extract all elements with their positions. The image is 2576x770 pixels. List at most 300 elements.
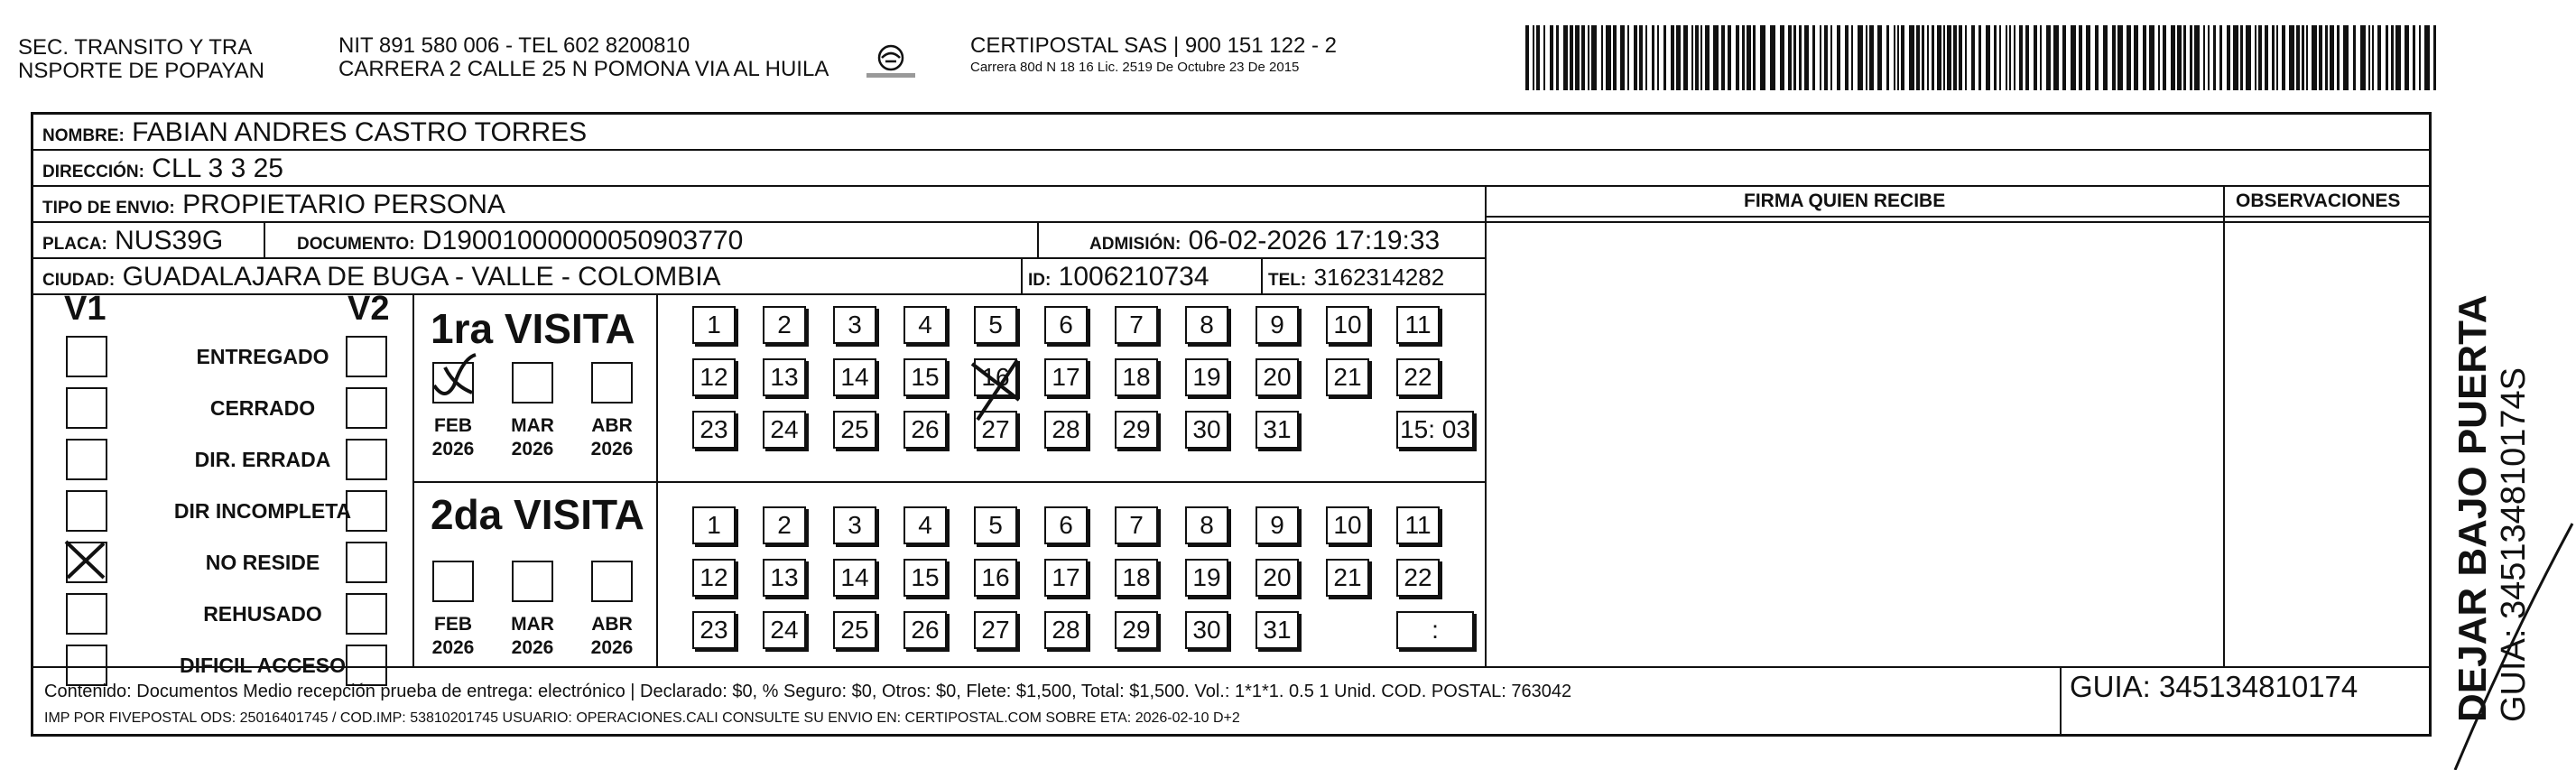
admision-value: 06-02-2026 17:19:33 <box>1188 226 1441 255</box>
barcode-bar <box>2413 25 2415 90</box>
barcode-bar <box>1804 25 1809 90</box>
month-checkbox[interactable] <box>591 561 633 602</box>
barcode-bar <box>1953 25 1957 90</box>
day-box[interactable]: 11 <box>1396 506 1440 544</box>
barcode-bar <box>2227 25 2230 90</box>
barcode-bar <box>2395 25 2401 90</box>
barcode-bar <box>2095 25 2099 90</box>
barcode-bar <box>1713 25 1719 90</box>
visit-row-divider <box>412 481 1485 483</box>
side-line1: DEJAR BAJO PUERTA <box>2451 294 2495 722</box>
barcode-bar <box>1824 25 1828 90</box>
barcode-bar <box>2025 25 2029 90</box>
day-box[interactable]: 7 <box>1115 506 1158 544</box>
barcode-bar <box>2143 25 2146 90</box>
barcode-bar <box>2265 25 2268 90</box>
day-box[interactable]: 25 <box>833 611 876 649</box>
day-box[interactable]: 9 <box>1256 506 1299 544</box>
day-box[interactable]: 1 <box>692 306 736 344</box>
barcode-bar <box>2203 25 2205 90</box>
barcode-bar <box>2306 25 2308 90</box>
barcode-bar <box>2062 25 2066 90</box>
barcode-bar <box>1851 25 1853 90</box>
day-box[interactable]: 26 <box>903 411 947 449</box>
month-year: 2026 <box>590 637 634 658</box>
barcode-bar <box>1869 25 1874 90</box>
barcode-bar <box>2319 25 2322 90</box>
nombre-row <box>33 115 2429 151</box>
month-name: FEB <box>434 614 472 635</box>
day-box[interactable]: 23 <box>692 611 736 649</box>
barcode-bar <box>2190 25 2192 90</box>
nombre-label: NOMBRE: <box>42 126 125 145</box>
admision-label: ADMISIÓN: <box>1089 235 1181 254</box>
tel-value: 3162314282 <box>1313 264 1445 291</box>
day-box[interactable]: 20 <box>1256 358 1299 396</box>
status-label: ENTREGADO <box>196 345 329 368</box>
barcode-bar <box>1695 25 1699 90</box>
barcode-bar <box>1550 25 1553 90</box>
barcode-bar <box>1937 25 1941 90</box>
barcode-bar <box>2258 25 2262 90</box>
v2-label: V2 <box>347 290 390 328</box>
x-mark-icon <box>60 536 111 583</box>
barcode-bar <box>2158 25 2160 90</box>
footer-print-info: IMP POR FIVEPOSTAL ODS: 25016401745 / COD.IMP: 53810201745 USUARIO: OPERACIONES.CALI CONSULTE SU ENVIO EN: CERTIPOSTAL.COM SOBRE ETA: 2026-02-10 D+2 <box>44 710 1240 726</box>
day-box[interactable]: 31 <box>1256 611 1299 649</box>
ciudad-value: GUADALAJARA DE BUGA - VALLE - COLOMBIA <box>122 262 721 292</box>
company-license: Carrera 80d N 18 16 Lic. 2519 De Octubre 23 De 2015 <box>970 60 1300 75</box>
barcode-bar <box>1927 25 1929 90</box>
second-visit-label: 2da VISITA <box>431 491 644 538</box>
month-checkbox[interactable] <box>591 362 633 404</box>
barcode-bar <box>2433 25 2436 90</box>
barcode-bar <box>1986 25 1990 90</box>
barcode-bar <box>1657 25 1659 90</box>
certipostal-logo <box>865 43 917 83</box>
documento-label: DOCUMENTO: <box>297 235 415 254</box>
second-visit-time[interactable]: : <box>1396 611 1474 649</box>
day-box[interactable]: 27 <box>974 611 1017 649</box>
barcode-bar <box>2213 25 2216 90</box>
barcode-bar <box>2343 25 2349 90</box>
day-box[interactable]: 18 <box>1115 559 1158 597</box>
barcode-bar <box>2330 25 2334 90</box>
barcode-bar <box>1671 25 1674 90</box>
status-label: NO RESIDE <box>205 551 320 574</box>
tel-divider <box>1261 259 1263 295</box>
day-box[interactable]: 14 <box>833 358 876 396</box>
barcode-bar <box>1965 25 1967 90</box>
id-divider <box>1021 259 1023 295</box>
barcode-bar <box>2424 25 2430 90</box>
status-label: CERRADO <box>209 396 316 420</box>
status-v2-checkbox[interactable] <box>346 645 387 686</box>
day-box[interactable]: 7 <box>1115 306 1158 344</box>
month-year: 2026 <box>431 439 475 459</box>
day-box[interactable]: 19 <box>1185 559 1228 597</box>
month-name: FEB <box>434 415 472 436</box>
direccion-value: CLL 3 3 25 <box>152 153 283 183</box>
day-box[interactable]: 31 <box>1256 411 1299 449</box>
day-box[interactable]: 2 <box>763 506 806 544</box>
barcode-bar <box>1601 25 1603 90</box>
day-box[interactable]: 27 <box>974 411 1017 449</box>
status-v1-checkbox[interactable] <box>66 542 107 583</box>
barcode-bar <box>2009 25 2011 90</box>
placa-label: PLACA: <box>42 235 107 254</box>
barcode-bar <box>1728 25 1731 90</box>
barcode-bar <box>1536 25 1540 90</box>
firma-divider <box>1485 187 1487 666</box>
day-box[interactable]: 19 <box>1185 358 1228 396</box>
barcode-bar <box>1943 25 1945 90</box>
barcode-bar <box>2289 25 2294 90</box>
barcode-bar <box>1613 25 1617 90</box>
day-box[interactable]: 3 <box>833 506 876 544</box>
day-box[interactable]: 15 <box>903 358 947 396</box>
month-checkbox[interactable] <box>512 362 553 404</box>
observaciones-divider <box>2223 187 2225 666</box>
month-year: 2026 <box>590 439 634 459</box>
month-name: ABR <box>591 614 633 635</box>
barcode-bar <box>2360 25 2366 90</box>
id-label: ID: <box>1028 271 1052 290</box>
status-label: DIR. ERRADA <box>194 448 331 471</box>
barcode-bar <box>1837 25 1840 90</box>
barcode-bar <box>2127 25 2131 90</box>
status-label: DIFICIL ACCESO <box>179 654 346 677</box>
barcode-bar <box>1606 25 1611 90</box>
day-box[interactable]: 12 <box>692 358 736 396</box>
shipment-barcode <box>1525 25 2439 90</box>
address-line: CARRERA 2 CALLE 25 N POMONA VIA AL HUILA <box>338 57 829 81</box>
day-box[interactable]: 24 <box>763 611 806 649</box>
tel-cell <box>1268 259 1444 299</box>
observaciones-label: OBSERVACIONES <box>2236 190 2401 211</box>
barcode-bar <box>2046 25 2051 90</box>
barcode-bar <box>2377 25 2381 90</box>
barcode-bar <box>2405 25 2409 90</box>
barcode-bar <box>2337 25 2340 90</box>
barcode-bar <box>1858 25 1863 90</box>
day-box[interactable]: 30 <box>1185 611 1228 649</box>
barcode-bar <box>1691 25 1693 90</box>
barcode-bar <box>2312 25 2317 90</box>
day-box[interactable]: 13 <box>763 559 806 597</box>
day-box[interactable]: 1 <box>692 506 736 544</box>
barcode-bar <box>1742 25 1745 90</box>
sender-line1: SEC. TRANSITO Y TRA <box>18 35 253 60</box>
day-box[interactable]: 18 <box>1115 358 1158 396</box>
status-v1-checkbox[interactable] <box>66 593 107 635</box>
day-box[interactable]: 12 <box>692 559 736 597</box>
month-label <box>424 613 482 660</box>
day-box[interactable]: 2 <box>763 306 806 344</box>
barcode-bar <box>1639 25 1643 90</box>
status-v2-checkbox[interactable] <box>346 542 387 583</box>
barcode-bar <box>1581 25 1585 90</box>
documento-value: D19001000000050903770 <box>422 226 744 255</box>
barcode-bar <box>2302 25 2304 90</box>
day-box[interactable]: 29 <box>1115 611 1158 649</box>
month-label <box>424 414 482 461</box>
day-box[interactable]: 6 <box>1044 306 1088 344</box>
barcode-bar <box>2255 25 2256 90</box>
barcode-bar <box>2103 25 2108 90</box>
barcode-bar <box>2112 25 2116 90</box>
barcode-bar <box>1645 25 1647 90</box>
day-box[interactable]: 25 <box>833 411 876 449</box>
day-box[interactable]: 3 <box>833 306 876 344</box>
placa-divider <box>264 223 265 259</box>
day-box[interactable]: 22 <box>1396 559 1440 597</box>
barcode-bar <box>1901 25 1904 90</box>
day-box[interactable]: 9 <box>1256 306 1299 344</box>
status-v2-checkbox[interactable] <box>346 336 387 377</box>
day-box[interactable]: 10 <box>1326 306 1369 344</box>
tel-label: TEL: <box>1268 271 1307 290</box>
day-box[interactable]: 8 <box>1185 306 1228 344</box>
barcode-bar <box>1683 25 1688 90</box>
barcode-bar <box>2071 25 2076 90</box>
day-box[interactable]: 10 <box>1326 506 1369 544</box>
company-name: CERTIPOSTAL SAS | 900 151 122 - 2 <box>970 33 1337 58</box>
barcode-bar <box>1978 25 1981 90</box>
month-year: 2026 <box>431 637 475 658</box>
status-v1-checkbox[interactable] <box>66 387 107 429</box>
shipping-label <box>31 112 2432 737</box>
barcode-bar <box>2368 25 2370 90</box>
barcode-bar <box>2079 25 2082 90</box>
barcode-bar <box>1575 25 1580 90</box>
barcode-bar <box>2419 25 2421 90</box>
barcode-bar <box>2219 25 2222 90</box>
day-box[interactable]: 24 <box>763 411 806 449</box>
barcode-bar <box>2276 25 2278 90</box>
day-box[interactable]: 29 <box>1115 411 1158 449</box>
day-box[interactable]: 23 <box>692 411 736 449</box>
month-checkbox[interactable] <box>432 362 474 404</box>
day-box[interactable]: 4 <box>903 506 947 544</box>
barcode-bar <box>1812 25 1815 90</box>
tipo-envio-label: TIPO DE ENVIO: <box>42 199 175 218</box>
month-label <box>583 414 641 461</box>
barcode-bar <box>2372 25 2374 90</box>
day-box[interactable]: 30 <box>1185 411 1228 449</box>
barcode-bar <box>1770 25 1775 90</box>
status-v2-checkbox[interactable] <box>346 593 387 635</box>
side-line2: GUIA: 345134810174S <box>2495 367 2533 722</box>
barcode-bar <box>1999 25 2001 90</box>
barcode-bar <box>1897 25 1899 90</box>
day-box[interactable]: 26 <box>903 611 947 649</box>
barcode-bar <box>2014 25 2015 90</box>
barcode-bar <box>1971 25 1975 90</box>
month-name: ABR <box>591 415 633 436</box>
barcode-bar <box>1922 25 1924 90</box>
barcode-bar <box>2006 25 2007 90</box>
id-cell <box>1028 259 1209 299</box>
barcode-bar <box>2240 25 2243 90</box>
nit-line: NIT 891 580 006 - TEL 602 8200810 <box>338 33 690 58</box>
barcode-bar <box>2391 25 2394 90</box>
barcode-bar <box>1543 25 1545 90</box>
day-box[interactable]: 17 <box>1044 358 1088 396</box>
barcode-bar <box>2163 25 2166 90</box>
barcode-bar <box>2272 25 2275 90</box>
month-label <box>504 613 561 660</box>
id-value: 1006210734 <box>1058 262 1209 292</box>
ciudad-row <box>33 259 1485 295</box>
barcode-bar <box>2194 25 2200 90</box>
barcode-bar <box>2171 25 2175 90</box>
barcode-bar <box>1620 25 1625 90</box>
barcode-bar <box>1793 25 1796 90</box>
day-box[interactable]: 5 <box>974 306 1017 344</box>
check-mark-icon <box>427 349 485 407</box>
barcode-bar <box>2086 25 2090 90</box>
barcode-bar <box>1652 25 1654 90</box>
barcode-bar <box>2233 25 2238 90</box>
barcode-bar <box>1820 25 1821 90</box>
month-year: 2026 <box>511 439 554 459</box>
day-box[interactable]: 6 <box>1044 506 1088 544</box>
barcode-bar <box>2183 25 2186 90</box>
barcode-bar <box>2040 25 2042 90</box>
barcode-bar <box>1705 25 1710 90</box>
barcode-bar <box>2177 25 2182 90</box>
status-v1-checkbox[interactable] <box>66 439 107 480</box>
day-box[interactable]: 16 <box>974 358 1017 396</box>
barcode-bar <box>1799 25 1802 90</box>
barcode-bar <box>1780 25 1784 90</box>
barcode-bar <box>1866 25 1867 90</box>
barcode-bar <box>2019 25 2023 90</box>
status-v2-checkbox[interactable] <box>346 490 387 532</box>
barcode-bar <box>2296 25 2300 90</box>
ciudad-label: CIUDAD: <box>42 271 116 290</box>
day-box[interactable]: 15 <box>903 559 947 597</box>
firma-label: FIRMA QUIEN RECIBE <box>1744 190 1946 211</box>
barcode-bar <box>1556 25 1559 90</box>
company-block <box>970 34 1337 78</box>
day-box[interactable]: 21 <box>1326 559 1369 597</box>
direccion-label: DIRECCIÓN: <box>42 162 144 181</box>
day-box[interactable]: 16 <box>974 559 1017 597</box>
barcode-bar <box>2117 25 2123 90</box>
footer-contents: Contenido: Documentos Medio recepción prueba de entrega: electrónico | Declarado: $0, % Seguro: $0, Otros: $0, Flete: $1,500, Total: $1,500. Vol.: 1*1*1. 0.5 1 Unid. COD. POSTAL: 763042 <box>44 682 1572 701</box>
barcode-bar <box>1533 25 1534 90</box>
barcode-bar <box>1877 25 1882 90</box>
barcode-bar <box>1916 25 1920 90</box>
sender-contact-block <box>338 34 829 81</box>
barcode-bar <box>1721 25 1725 90</box>
sender-line2: NSPORTE DE POPAYAN <box>18 59 264 83</box>
barcode-bar <box>1753 25 1756 90</box>
nombre-value: FABIAN ANDRES CASTRO TORRES <box>132 117 588 147</box>
barcode-bar <box>1663 25 1666 90</box>
barcode-bar <box>2053 25 2059 90</box>
month-checkbox[interactable] <box>432 561 474 602</box>
barcode-bar <box>1947 25 1951 90</box>
barcode-bar <box>1830 25 1832 90</box>
barcode-bar <box>1570 25 1573 90</box>
month-name: MAR <box>511 614 554 635</box>
page-edge-curve <box>2428 506 2576 770</box>
day-box[interactable]: 17 <box>1044 559 1088 597</box>
barcode-bar <box>1634 25 1637 90</box>
barcode-bar <box>1932 25 1934 90</box>
v1-label: V1 <box>64 290 107 328</box>
status-v1-checkbox[interactable] <box>66 336 107 377</box>
barcode-bar <box>2034 25 2037 90</box>
barcode-bar <box>1627 25 1629 90</box>
day-box[interactable]: 28 <box>1044 411 1088 449</box>
status-v2-checkbox[interactable] <box>346 439 387 480</box>
status-v2-checkbox[interactable] <box>346 387 387 429</box>
day-box[interactable]: 11 <box>1396 306 1440 344</box>
barcode-bar <box>1959 25 1962 90</box>
tipo-envio-row <box>33 187 2429 223</box>
guia-divider <box>2060 666 2062 737</box>
direccion-row <box>33 151 2429 187</box>
status-label: REHUSADO <box>203 602 322 626</box>
day-box[interactable]: 14 <box>833 559 876 597</box>
barcode-bar <box>1886 25 1889 90</box>
barcode-bar <box>1788 25 1792 90</box>
barcode-bar <box>2208 25 2210 90</box>
guia-number: GUIA: 345134810174 <box>2070 670 2358 703</box>
day-box[interactable]: 13 <box>763 358 806 396</box>
barcode-bar <box>2149 25 2154 90</box>
status-v1-checkbox[interactable] <box>66 645 107 686</box>
month-checkbox[interactable] <box>512 561 553 602</box>
first-visit-time[interactable]: 15: 03 <box>1396 411 1474 449</box>
barcode-bar <box>1909 25 1914 90</box>
month-year: 2026 <box>511 637 554 658</box>
day-box[interactable]: 8 <box>1185 506 1228 544</box>
month-name: MAR <box>511 415 554 436</box>
barcode-bar <box>1676 25 1681 90</box>
placa-value: NUS39G <box>115 226 224 255</box>
first-visit-label: 1ra VISITA <box>431 305 635 352</box>
barcode-bar <box>2386 25 2388 90</box>
barcode-bar <box>1563 25 1568 90</box>
month-label <box>583 613 641 660</box>
barcode-bar <box>1591 25 1597 90</box>
barcode-bar <box>2246 25 2251 90</box>
day-box[interactable]: 21 <box>1326 358 1369 396</box>
status-v1-checkbox[interactable] <box>66 490 107 532</box>
barcode-bar <box>2325 25 2328 90</box>
day-box[interactable]: 4 <box>903 306 947 344</box>
tipo-envio-value: PROPIETARIO PERSONA <box>182 190 505 219</box>
barcode-bar <box>1588 25 1589 90</box>
barcode-bar <box>1894 25 1895 90</box>
barcode-bar <box>2353 25 2356 90</box>
day-box[interactable]: 20 <box>1256 559 1299 597</box>
barcode-bar <box>1700 25 1702 90</box>
barcode-bar <box>2282 25 2285 90</box>
barcode-bar <box>1760 25 1765 90</box>
day-box[interactable]: 5 <box>974 506 1017 544</box>
day-box[interactable]: 28 <box>1044 611 1088 649</box>
day-box[interactable]: 22 <box>1396 358 1440 396</box>
firma-header-line <box>1485 216 2432 218</box>
barcode-bar <box>1736 25 1739 90</box>
admision-divider <box>1037 223 1039 259</box>
